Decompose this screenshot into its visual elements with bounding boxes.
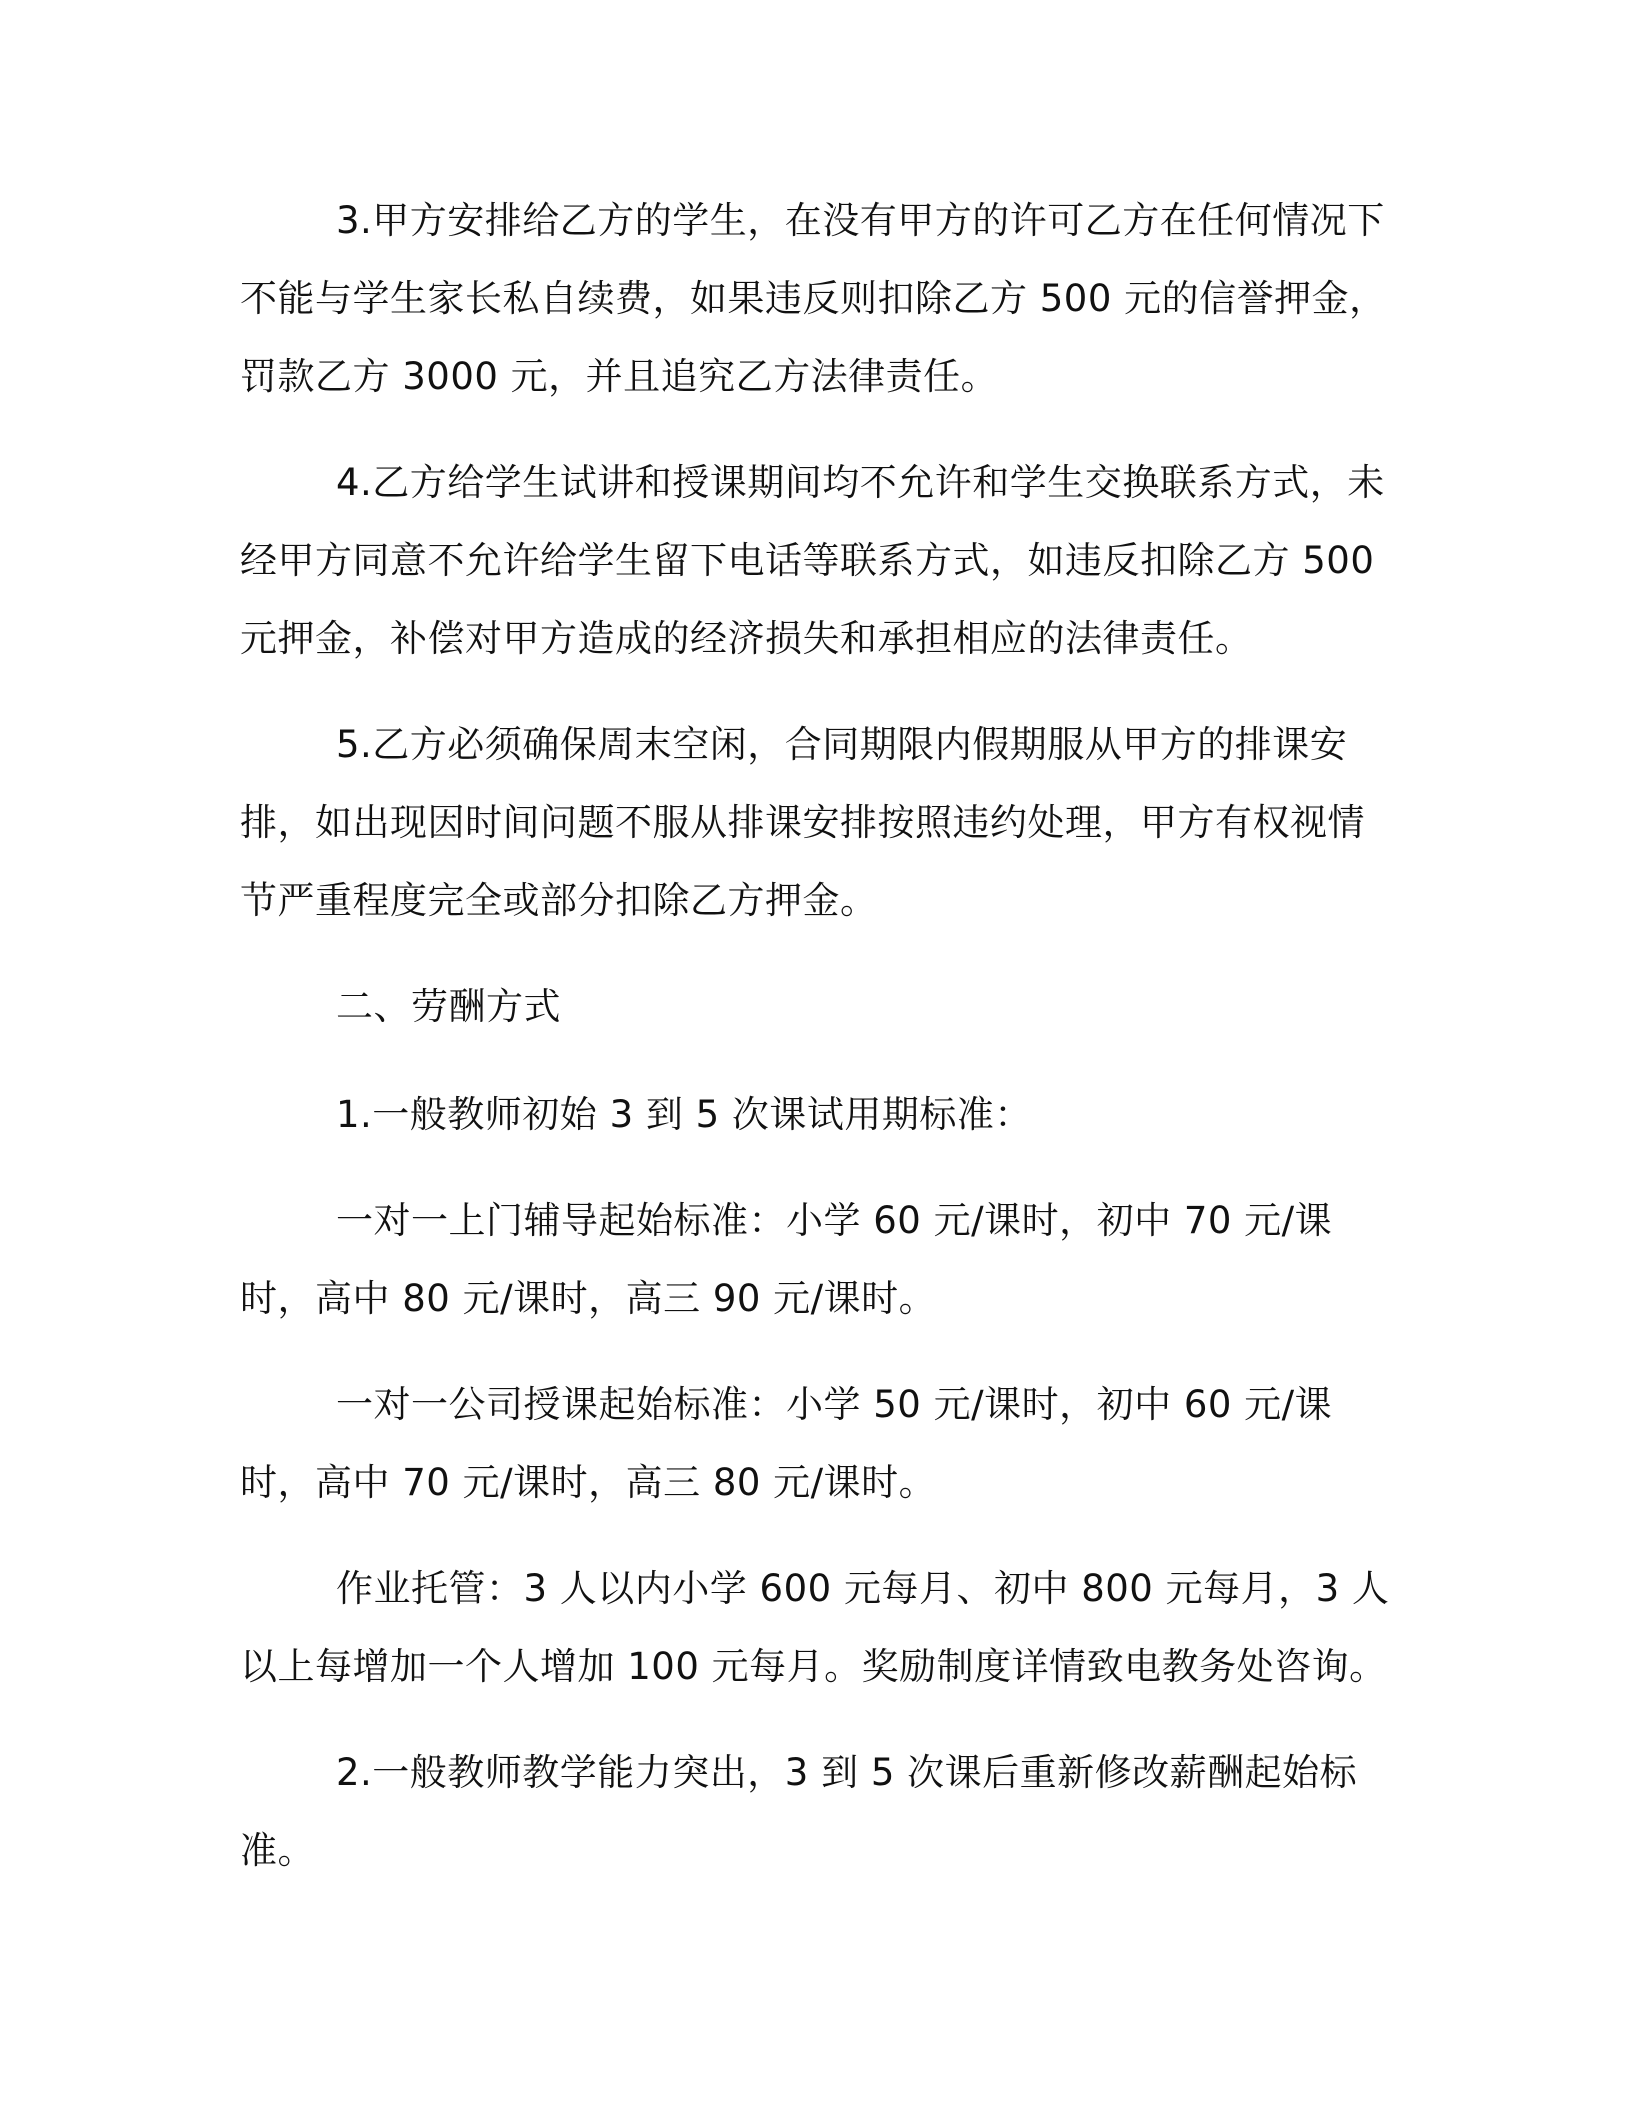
document-body [240, 182, 1400, 1918]
remuneration-item-2: 2.一般教师教学能力突出，3 到 5 次课后重新修改薪酬起始标准。 [240, 1751, 1358, 1872]
remuneration-item-1: 1.一般教师初始 3 到 5 次课试用期标准： [336, 1093, 1032, 1136]
clause-4: 4.乙方给学生试讲和授课期间均不允许和学生交换联系方式，未经甲方同意不允许给学生留下电话等联系方式，如违反扣除乙方 500 元押金，补偿对甲方造成的经济损失和承担相应的法律责任。 [240, 461, 1385, 660]
clause-3: 3.甲方安排给乙方的学生，在没有甲方的许可乙方在任何情况下不能与学生家长私自续费，如果违反则扣除乙方 500 元的信誉押金，罚款乙方 3000 元，并且追究乙方法律责任。 [240, 199, 1387, 398]
home-tutoring-rates: 一对一上门辅导起始标准：小学 60 元/课时，初中 70 元/课时，高中 80 元/课时，高三 90 元/课时。 [240, 1199, 1333, 1320]
clause-5: 5.乙方必须确保周末空闲，合同期限内假期服从甲方的排课安排，如出现因时间问题不服从排课安排按照违约处理，甲方有权视情节严重程度完全或部分扣除乙方押金。 [240, 723, 1365, 922]
section-heading-remuneration: 二、劳酬方式 [336, 985, 561, 1028]
homework-care-rates: 作业托管：3 人以内小学 600 元每月、初中 800 元每月，3 人以上每增加一个人增加 100 元每月。奖励制度详情致电教务处咨询。 [240, 1567, 1390, 1688]
company-tutoring-rates: 一对一公司授课起始标准：小学 50 元/课时，初中 60 元/课时，高中 70 元/课时，高三 80 元/课时。 [240, 1383, 1333, 1504]
